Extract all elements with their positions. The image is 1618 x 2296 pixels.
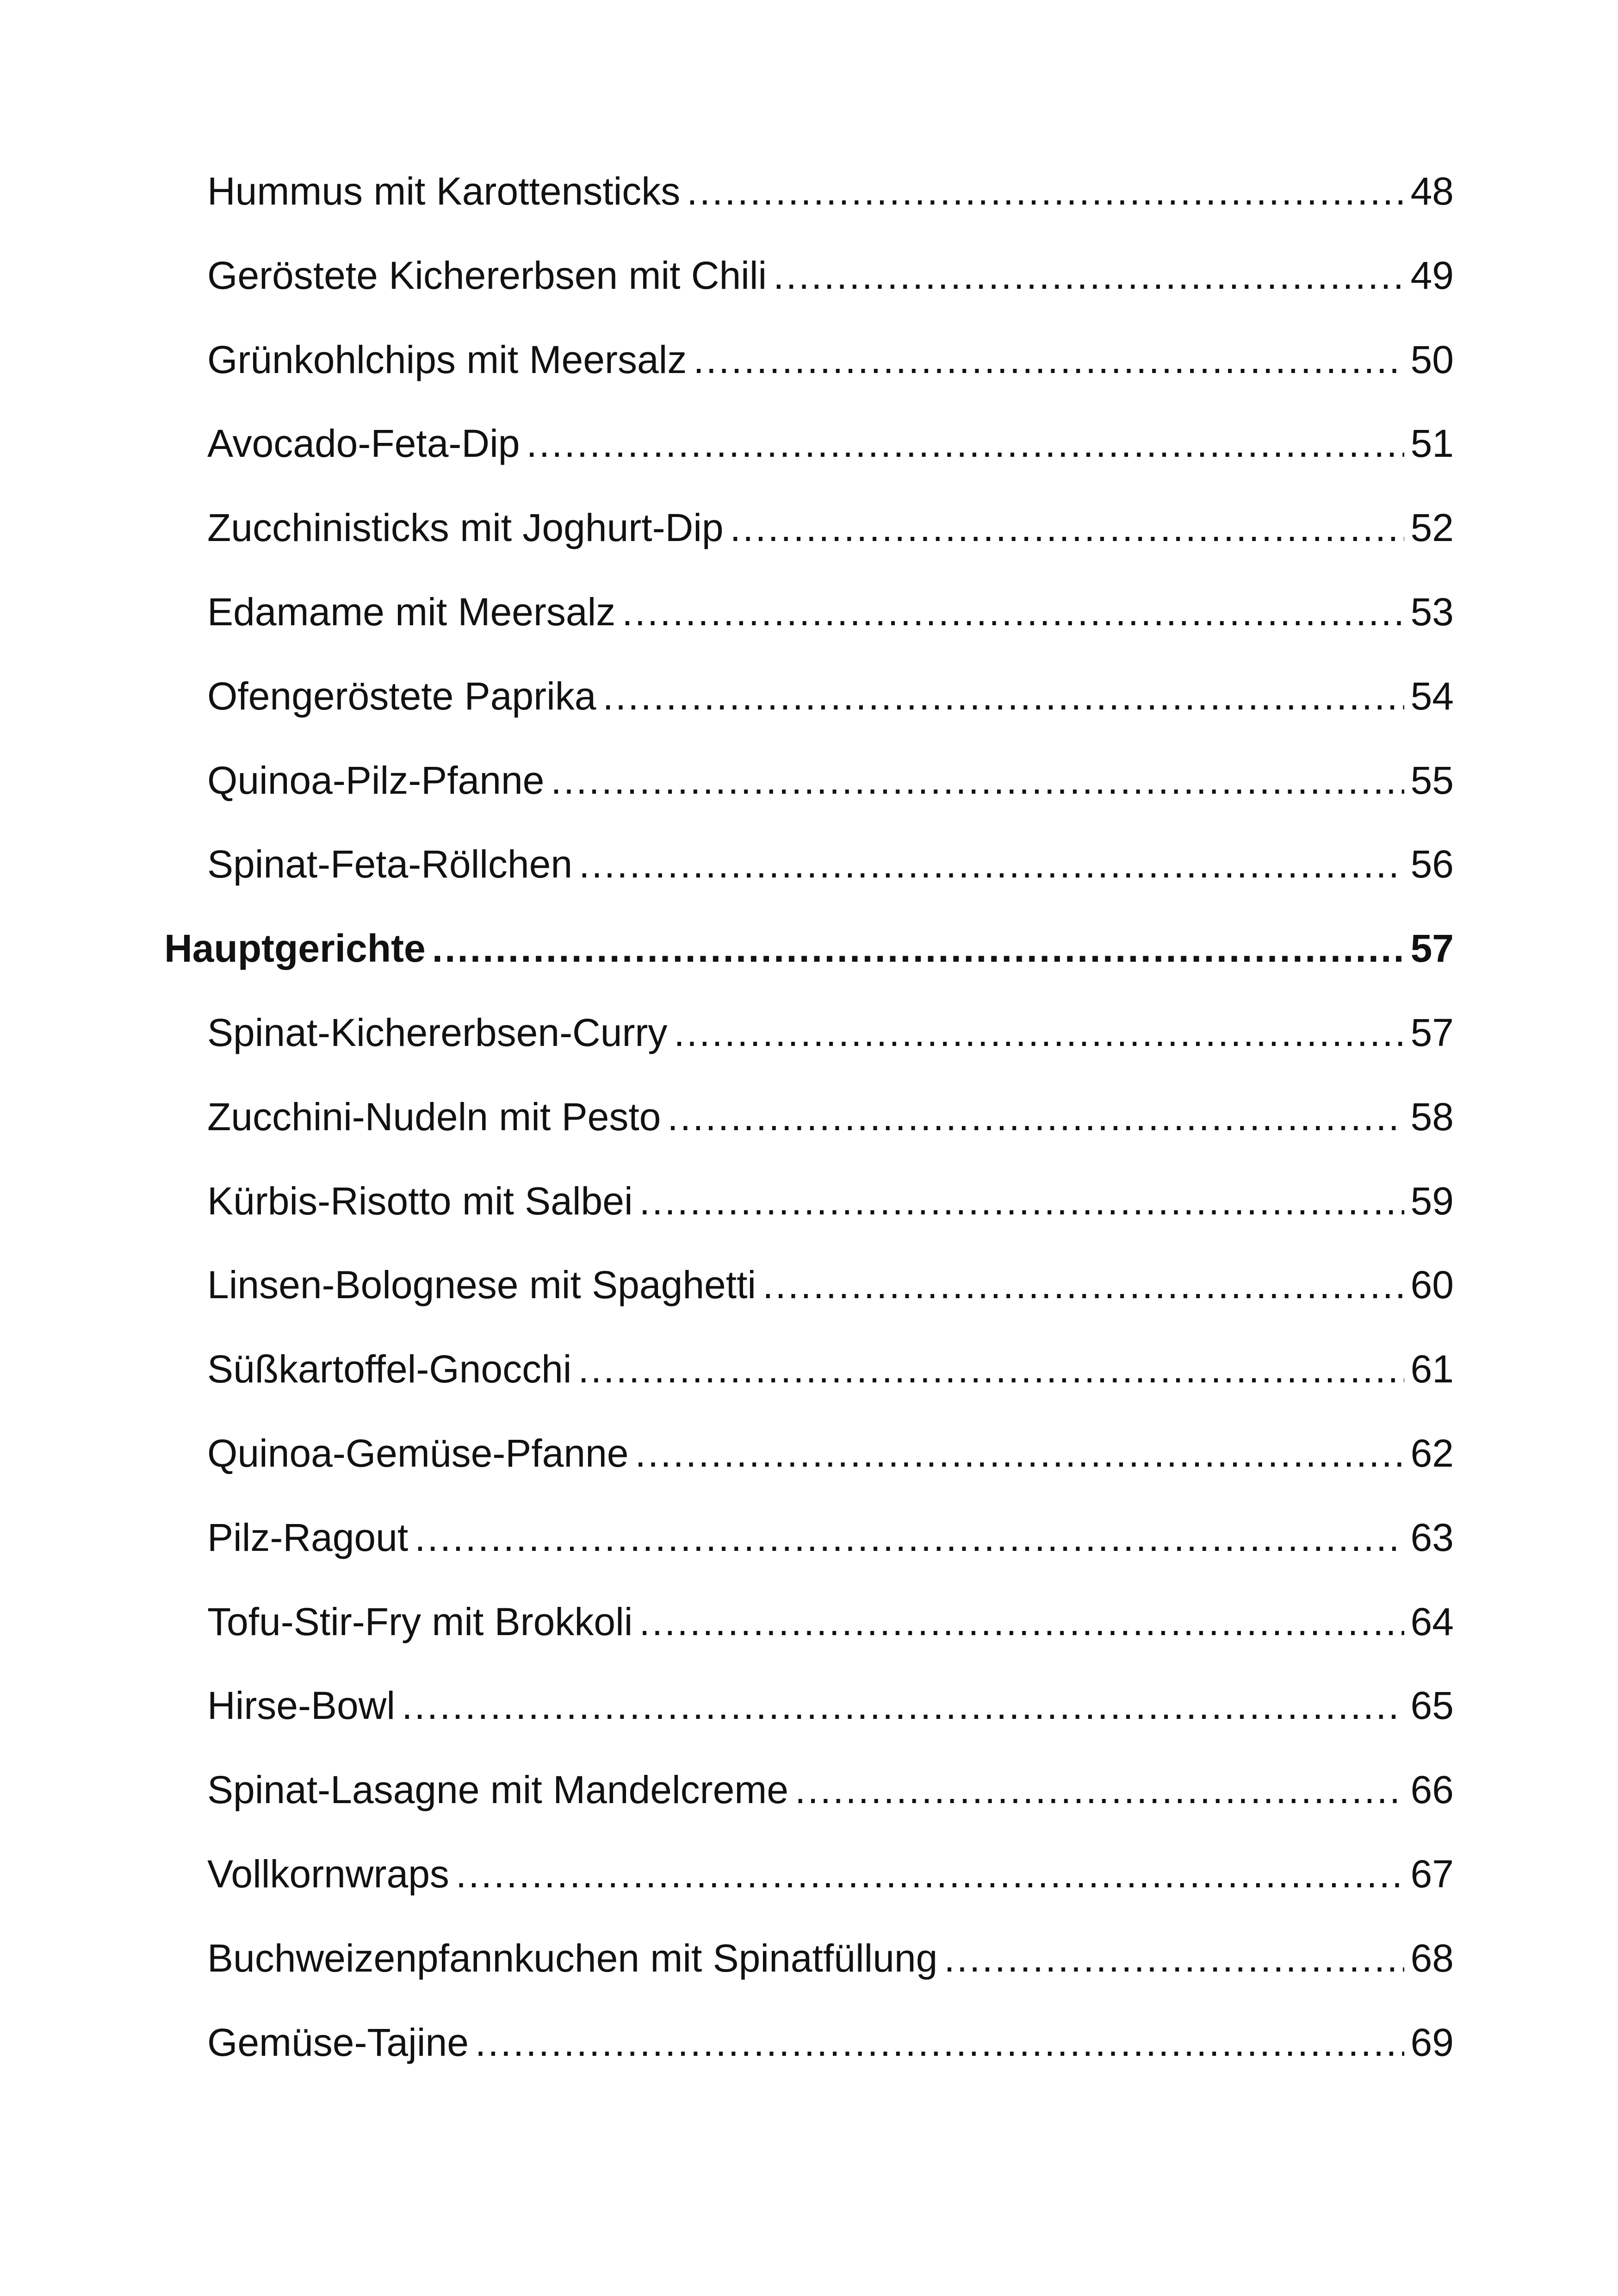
toc-entry bbox=[0, 661, 1618, 746]
toc-entry-title: Hummus mit Karottensticks bbox=[207, 169, 681, 213]
toc-entry bbox=[0, 1250, 1618, 1334]
toc-entry-title: Vollkornwraps bbox=[207, 1852, 449, 1896]
dot-leader bbox=[603, 661, 1404, 731]
toc-page-number: 52 bbox=[1410, 506, 1454, 550]
dot-leader bbox=[944, 1923, 1404, 1993]
table-of-contents bbox=[0, 156, 1618, 2091]
dot-leader bbox=[551, 746, 1404, 815]
toc-entry bbox=[0, 1082, 1618, 1166]
toc-entry-line bbox=[207, 1334, 1454, 1404]
dot-leader bbox=[674, 998, 1404, 1067]
toc-page-number: 61 bbox=[1410, 1347, 1454, 1391]
toc-entry-title: Hauptgerichte bbox=[164, 927, 426, 971]
toc-entry bbox=[0, 409, 1618, 493]
toc-entry-line bbox=[207, 156, 1454, 226]
toc-entry bbox=[0, 1503, 1618, 1587]
toc-entry-title: Spinat-Lasagne mit Mandelcreme bbox=[207, 1768, 788, 1812]
toc-entry-title: Hirse-Bowl bbox=[207, 1684, 396, 1728]
toc-entry-title: Buchweizenpfannkuchen mit Spinatfüllung bbox=[207, 1936, 938, 1980]
toc-entry-title: Spinat-Kichererbsen-Curry bbox=[207, 1010, 668, 1054]
toc-page-number: 60 bbox=[1410, 1263, 1454, 1307]
toc-page-number: 51 bbox=[1410, 422, 1454, 466]
toc-entry-title: Geröstete Kichererbsen mit Chili bbox=[207, 253, 767, 297]
toc-entry-title: Zucchinisticks mit Joghurt-Dip bbox=[207, 506, 724, 550]
toc-page-number: 59 bbox=[1410, 1179, 1454, 1223]
toc-page-number: 58 bbox=[1410, 1095, 1454, 1139]
dot-leader bbox=[639, 1587, 1404, 1656]
toc-page-number: 65 bbox=[1410, 1684, 1454, 1728]
toc-page-number: 50 bbox=[1410, 337, 1454, 381]
dot-leader bbox=[693, 325, 1404, 394]
toc-page-number: 56 bbox=[1410, 842, 1454, 886]
toc-entry-line bbox=[207, 1755, 1454, 1824]
toc-entry bbox=[0, 829, 1618, 914]
dot-leader bbox=[795, 1755, 1404, 1824]
toc-entry-line bbox=[207, 998, 1454, 1067]
dot-leader bbox=[635, 1419, 1404, 1488]
toc-entry-title: Pilz-Ragout bbox=[207, 1515, 409, 1559]
toc-entry-line bbox=[207, 1671, 1454, 1740]
toc-entry-line bbox=[207, 1250, 1454, 1319]
toc-entry bbox=[0, 1671, 1618, 1755]
toc-entry bbox=[0, 1334, 1618, 1419]
toc-entry-title: Ofengeröstete Paprika bbox=[207, 674, 596, 718]
toc-entry-title: Avocado-Feta-Dip bbox=[207, 422, 520, 466]
toc-page-number: 68 bbox=[1410, 1936, 1454, 1980]
toc-page-number: 62 bbox=[1410, 1431, 1454, 1475]
toc-entry bbox=[0, 493, 1618, 577]
toc-entry-line bbox=[207, 577, 1454, 647]
toc-entry-line bbox=[207, 1503, 1454, 1572]
toc-page-number: 54 bbox=[1410, 674, 1454, 718]
toc-entry-line bbox=[207, 325, 1454, 394]
dot-leader bbox=[402, 1671, 1404, 1740]
toc-entry-line bbox=[207, 1166, 1454, 1236]
toc-entry bbox=[0, 2008, 1618, 2092]
toc-entry bbox=[0, 1587, 1618, 1671]
toc-entry-title: Tofu-Stir-Fry mit Brokkoli bbox=[207, 1599, 633, 1643]
toc-entry bbox=[0, 998, 1618, 1082]
dot-leader bbox=[456, 1839, 1404, 1909]
toc-entry-line bbox=[207, 661, 1454, 731]
toc-entry-line bbox=[207, 1082, 1454, 1151]
toc-page-number: 67 bbox=[1410, 1852, 1454, 1896]
dot-leader bbox=[432, 914, 1404, 983]
dot-leader bbox=[475, 2008, 1404, 2077]
dot-leader bbox=[526, 409, 1404, 478]
toc-page-number: 69 bbox=[1410, 2020, 1454, 2064]
toc-entry bbox=[0, 1419, 1618, 1503]
toc-entry-title: Gemüse-Tajine bbox=[207, 2020, 469, 2064]
toc-page-number: 55 bbox=[1410, 758, 1454, 802]
toc-page-number: 49 bbox=[1410, 253, 1454, 297]
dot-leader bbox=[763, 1250, 1404, 1319]
toc-entry-line bbox=[207, 1419, 1454, 1488]
toc-entry-line bbox=[207, 493, 1454, 562]
toc-entry-line bbox=[207, 1587, 1454, 1656]
toc-entry bbox=[0, 156, 1618, 241]
toc-page-number: 57 bbox=[1410, 1010, 1454, 1054]
toc-entry-line bbox=[164, 914, 1454, 983]
dot-leader bbox=[773, 241, 1404, 310]
toc-page-number: 63 bbox=[1410, 1515, 1454, 1559]
dot-leader bbox=[687, 156, 1404, 226]
toc-entry-title: Grünkohlchips mit Meersalz bbox=[207, 337, 687, 381]
toc-entry-title: Spinat-Feta-Röllchen bbox=[207, 842, 573, 886]
toc-entry-title: Edamame mit Meersalz bbox=[207, 590, 616, 634]
toc-entry-line bbox=[207, 746, 1454, 815]
toc-entry bbox=[0, 746, 1618, 830]
toc-entry bbox=[0, 241, 1618, 325]
toc-page-number: 64 bbox=[1410, 1599, 1454, 1643]
toc-entry-line bbox=[207, 241, 1454, 310]
dot-leader bbox=[415, 1503, 1404, 1572]
dot-leader bbox=[639, 1166, 1404, 1236]
toc-entry bbox=[0, 1839, 1618, 1923]
toc-section-heading bbox=[0, 914, 1618, 998]
toc-page-number: 66 bbox=[1410, 1768, 1454, 1812]
toc-entry-line bbox=[207, 2008, 1454, 2077]
dot-leader bbox=[579, 829, 1404, 899]
toc-entry-line bbox=[207, 829, 1454, 899]
toc-entry-line bbox=[207, 409, 1454, 478]
toc-page-number: 48 bbox=[1410, 169, 1454, 213]
toc-entry bbox=[0, 1923, 1618, 2008]
toc-page-number: 57 bbox=[1410, 927, 1454, 971]
toc-entry-line bbox=[207, 1923, 1454, 1993]
toc-entry-line bbox=[207, 1839, 1454, 1909]
toc-entry-title: Quinoa-Pilz-Pfanne bbox=[207, 758, 545, 802]
toc-entry-title: Linsen-Bolognese mit Spaghetti bbox=[207, 1263, 756, 1307]
toc-entry-title: Kürbis-Risotto mit Salbei bbox=[207, 1179, 633, 1223]
toc-entry bbox=[0, 325, 1618, 409]
toc-entry bbox=[0, 1755, 1618, 1839]
toc-entry-title: Süßkartoffel-Gnocchi bbox=[207, 1347, 572, 1391]
dot-leader bbox=[578, 1334, 1404, 1404]
toc-entry-title: Zucchini-Nudeln mit Pesto bbox=[207, 1095, 661, 1139]
toc-entry bbox=[0, 1166, 1618, 1251]
toc-page-number: 53 bbox=[1410, 590, 1454, 634]
dot-leader bbox=[622, 577, 1404, 647]
toc-entry bbox=[0, 577, 1618, 661]
dot-leader bbox=[730, 493, 1404, 562]
dot-leader bbox=[667, 1082, 1404, 1151]
toc-entry-title: Quinoa-Gemüse-Pfanne bbox=[207, 1431, 629, 1475]
